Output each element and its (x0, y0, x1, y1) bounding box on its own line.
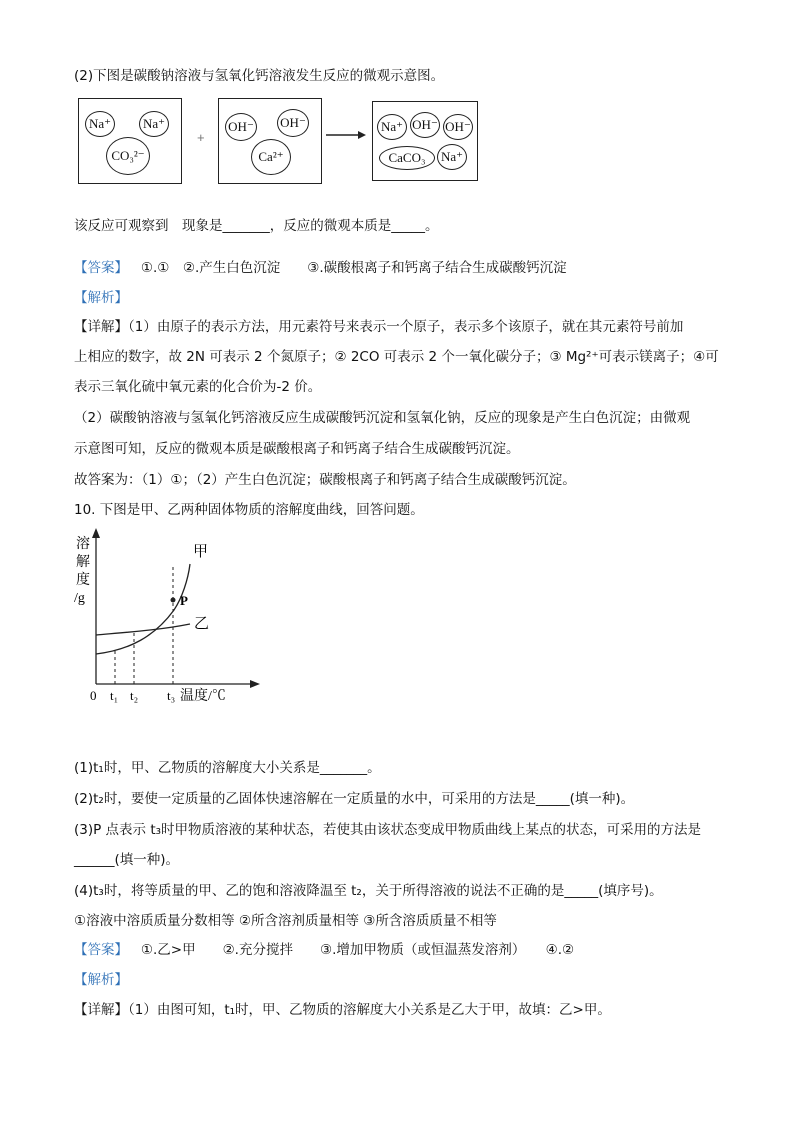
curve-jia-label: 甲 (193, 544, 209, 560)
reactant-box-2 (218, 98, 322, 184)
y-label-4: /g (74, 591, 85, 606)
t3-label: t₃ (167, 688, 176, 703)
ion-na: Na⁺ (139, 111, 169, 137)
detail-1-line-2: 上相应的数字，故 2N 可表示 2 个氮原子；② 2CO 可表示 2 个一氧化碳分子；③ Mg²⁺可表示镁离子；④可 (74, 349, 719, 365)
analysis-tag-1: 【解析】 (74, 290, 128, 306)
q10-part-1: (1)t₁时，甲、乙物质的溶解度大小关系是_______。 (74, 760, 381, 776)
reaction-arrow (326, 128, 366, 142)
x-axis-arrow (250, 680, 260, 688)
ion-co3: CO₃²⁻ (106, 137, 150, 175)
point-p-label: P (180, 593, 188, 608)
detail-1-line-1 (74, 317, 683, 337)
ion-oh: OH⁻ (410, 112, 440, 138)
detail-1-line-3: 表示三氧化硫中氧元素的化合价为-2 价。 (74, 379, 322, 395)
solubility-graph (70, 528, 270, 708)
answer-1 (74, 258, 567, 278)
q2-question: 该反应可观察到 现象是_______，反应的微观本质是_____。 (74, 218, 439, 234)
detail-text: （1）由原子的表示方法，用元素符号来表示一个原子，表示多个该原子，就在其元素符号前加 (128, 319, 684, 335)
analysis-tag-2: 【解析】 (74, 972, 128, 988)
curve-yi-label: 乙 (194, 616, 210, 632)
detail-2 (74, 1000, 611, 1020)
q10-part-4: (4)t₃时，将等质量的甲、乙的饱和溶液降温至 t₂，关于所得溶液的说法不正确的是_____(填序号)。 (74, 883, 663, 899)
detail-text: （1）由图可知，t₁时，甲、乙物质的溶解度大小关系是乙大于甲，故填：乙>甲。 (128, 1002, 611, 1018)
detail-tag: 【详解】 (74, 1002, 128, 1018)
detail-1-line-5: 示意图可知，反应的微观本质是碳酸根离子和钙离子结合生成碳酸钙沉淀。 (74, 441, 520, 457)
ion-na: Na⁺ (85, 111, 115, 137)
plus-sign: + (197, 130, 205, 145)
detail-tag: 【详解】 (74, 319, 128, 335)
t2-label: t₂ (130, 688, 139, 703)
ion-oh: OH⁻ (443, 114, 473, 140)
answer-2 (74, 940, 574, 960)
ion-na: Na⁺ (437, 144, 467, 170)
detail-1-line-4: （2）碳酸钠溶液与氢氧化钙溶液反应生成碳酸钙沉淀和氢氧化钠，反应的现象是产生白色沉淀；由微观 (74, 410, 691, 426)
answer-tag: 【答案】 (74, 942, 128, 958)
answer-tag: 【答案】 (74, 260, 128, 276)
answer-text: ①.① ②.产生白色沉淀 ③.碳酸根离子和钙离子结合生成碳酸钙沉淀 (140, 260, 567, 276)
point-p-dot (171, 598, 176, 603)
product-box (372, 101, 478, 181)
detail-1-line-6: 故答案为：（1）①；（2）产生白色沉淀；碳酸根离子和钙离子结合生成碳酸钙沉淀。 (74, 472, 576, 488)
reactant-box-1 (78, 98, 182, 184)
y-axis-arrow (92, 528, 100, 538)
y-label-3: 度 (76, 573, 90, 588)
q10-part-4-options: ①溶液中溶质质量分数相等 ②所含溶剂质量相等 ③所含溶质质量不相等 (74, 913, 497, 929)
answer-text: ①.乙>甲 ②.充分搅拌 ③.增加甲物质（或恒温蒸发溶剂） ④.② (140, 942, 575, 958)
curve-yi (96, 624, 190, 635)
ion-caco3: CaCO₃ (379, 146, 435, 170)
curve-jia (96, 564, 190, 654)
q10-part-3a: (3)P 点表示 t₃时甲物质溶液的某种状态，若使其由该状态变成甲物质曲线上某点的状态，可采用的方法是 (74, 822, 702, 838)
ion-oh: OH⁻ (277, 109, 309, 137)
y-label-2: 解 (76, 555, 90, 570)
q2-intro: (2)下图是碳酸钠溶液与氢氧化钙溶液发生反应的微观示意图。 (74, 68, 445, 84)
q10-part-2: (2)t₂时，要使一定质量的乙固体快速溶解在一定质量的水中，可采用的方法是_____(填一种)。 (74, 791, 635, 807)
ion-na: Na⁺ (377, 114, 407, 140)
x-axis-label: 温度/℃ (180, 689, 226, 704)
question-10: 10. 下图是甲、乙两种固体物质的溶解度曲线，回答问题。 (74, 502, 424, 518)
ion-oh: OH⁻ (225, 113, 257, 141)
q10-part-3b: ______(填一种)。 (74, 852, 180, 868)
y-label-1: 溶 (76, 537, 90, 552)
origin-label: 0 (90, 688, 97, 703)
t1-label: t₁ (110, 688, 119, 703)
ion-ca: Ca²⁺ (251, 139, 291, 175)
